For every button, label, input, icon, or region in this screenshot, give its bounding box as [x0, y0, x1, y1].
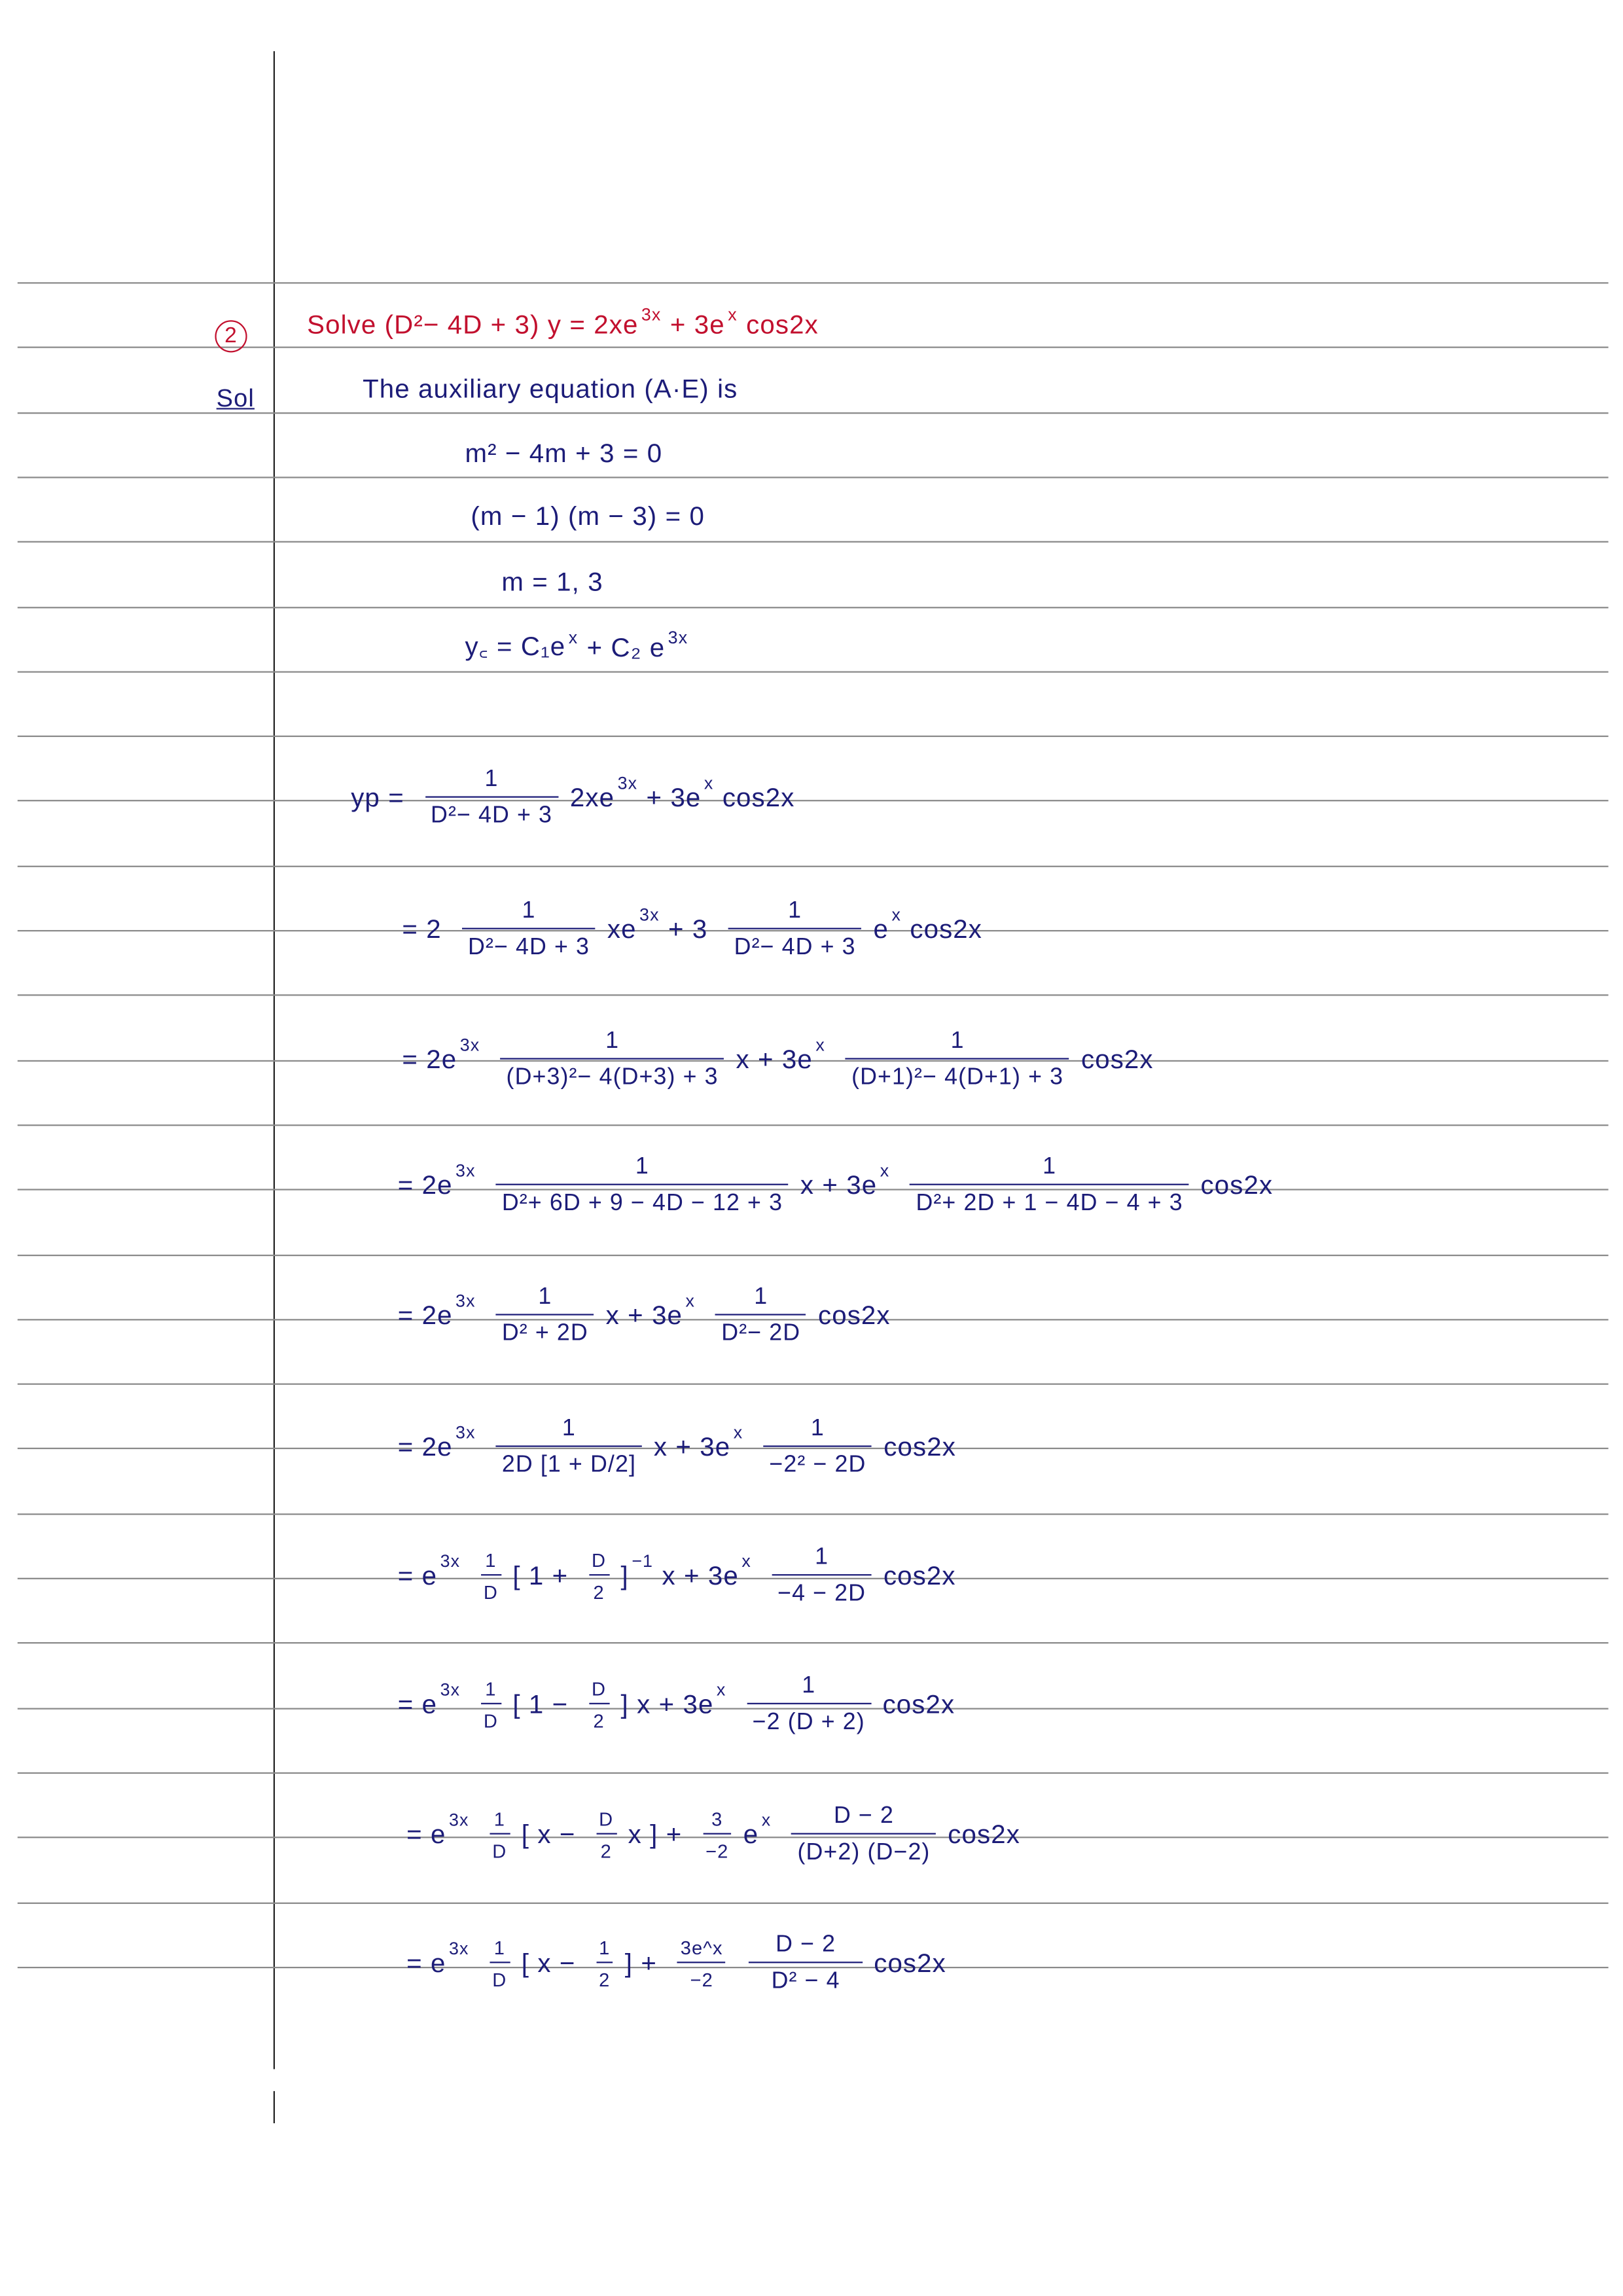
fraction [763, 1416, 872, 1479]
superscript: x [716, 1678, 726, 1700]
fraction [772, 1545, 872, 1607]
expression-text: = e [397, 1561, 438, 1590]
numerator: 3e^x [680, 1937, 723, 1959]
denominator: −2 (D + 2) [752, 1710, 865, 1735]
numerator: 1 [802, 1674, 816, 1699]
superscript: x [880, 1159, 890, 1180]
numerator: 1 [562, 1416, 576, 1441]
ruled-line [18, 412, 1609, 413]
numerator: 3 [711, 1808, 723, 1831]
superscript: x [733, 1421, 743, 1442]
expression-text: cos2x [818, 1300, 891, 1331]
numerator: 1 [493, 1937, 505, 1959]
numerator: 1 [810, 1416, 825, 1441]
expression-text: The auxiliary equation (A·E) is [363, 374, 738, 404]
expression-text: = e [397, 1689, 438, 1719]
fraction [501, 1029, 724, 1092]
expression-text: + C₂ e [586, 633, 666, 663]
expression-text: cos2x [910, 914, 983, 944]
numerator: D [592, 1677, 607, 1700]
expression-text: ] + [624, 1948, 657, 1978]
fraction [792, 1804, 936, 1867]
ruled-line [18, 541, 1609, 543]
margin-line-end [274, 2091, 275, 2123]
denominator: −2² − 2D [769, 1452, 866, 1478]
expression-text: [ 1 − [512, 1689, 569, 1719]
expression-text: cos2x [882, 1689, 955, 1719]
superscript: 3x [448, 1808, 469, 1829]
expression-text: [ x − [521, 1948, 576, 1978]
superscript: 3x [455, 1289, 476, 1310]
superscript: x [741, 1550, 751, 1571]
expression-text: = 2e [397, 1300, 453, 1331]
denominator: D² + 2D [501, 1321, 588, 1346]
expression-text: ] x + 3e [620, 1689, 714, 1719]
problem-statement [307, 304, 827, 341]
ruled-line [18, 671, 1609, 672]
expression-text: + 3 [668, 914, 708, 944]
ruled-line [18, 606, 1609, 607]
denominator: D²− 2D [721, 1321, 801, 1346]
denominator: −2 [705, 1840, 729, 1863]
ruled-line [18, 800, 1609, 802]
denominator: D² − 4 [771, 1969, 840, 1994]
expression-text: x + 3e [605, 1300, 683, 1331]
fraction [715, 1285, 806, 1348]
fraction [703, 1808, 732, 1863]
denominator: D²− 4D + 3 [431, 803, 553, 829]
numerator: 1 [484, 766, 499, 792]
denominator: −2 [690, 1969, 713, 1991]
expression-text: + 3e [646, 783, 702, 813]
solution-step [398, 1416, 965, 1479]
denominator: 2 [593, 1710, 605, 1732]
expression-text: y꜀ = C₁e [465, 632, 566, 661]
fraction [596, 1937, 613, 1991]
fraction [596, 1808, 616, 1863]
ruled-line [18, 1902, 1609, 1903]
expression-text: yp = [351, 783, 404, 813]
expression-text: x + 3e [653, 1432, 731, 1462]
expression-text: cos2x [746, 310, 819, 340]
denominator: 2D [1 + D/2] [501, 1452, 637, 1478]
denominator: (D+3)²− 4(D+3) + 3 [506, 1065, 719, 1090]
fraction [425, 767, 558, 830]
numerator: 1 [485, 1549, 497, 1571]
ruled-line [18, 347, 1609, 348]
denominator: (D+2) (D−2) [797, 1840, 931, 1865]
expression-text: 2xe [569, 783, 615, 813]
numerator: 1 [605, 1028, 620, 1054]
expression-text: (m − 1) (m − 3) = 0 [471, 501, 705, 531]
numerator: 1 [538, 1284, 552, 1310]
solution-step [471, 501, 713, 532]
expression-text: = 2e [397, 1170, 453, 1200]
numerator: 1 [493, 1808, 505, 1831]
numerator: 1 [635, 1154, 649, 1179]
expression-text: cos2x [874, 1948, 946, 1978]
expression-text: e [743, 1820, 759, 1850]
expression-text: = 2e [402, 1045, 457, 1075]
fraction [910, 1155, 1189, 1217]
denominator: D [492, 1840, 507, 1863]
fraction [496, 1155, 789, 1217]
fraction [490, 1808, 510, 1863]
ruled-line [18, 995, 1609, 996]
solution-step [398, 1545, 965, 1607]
superscript: 3x [455, 1421, 476, 1442]
denominator: 2 [600, 1840, 612, 1863]
superscript: 3x [459, 1033, 480, 1054]
fraction [728, 899, 862, 961]
ruled-line [18, 1124, 1609, 1126]
numerator: D − 2 [833, 1803, 894, 1829]
superscript: 3x [639, 903, 660, 925]
numerator: D − 2 [776, 1932, 836, 1958]
expression-text: xe [607, 914, 637, 944]
expression-text: [ 1 + [512, 1561, 569, 1590]
ruled-line [18, 1513, 1609, 1515]
ruled-line [18, 1384, 1609, 1385]
numerator: 1 [599, 1937, 611, 1959]
ruled-line [18, 865, 1609, 867]
fraction [480, 1678, 501, 1732]
solution-step [406, 1804, 1029, 1867]
numerator: 1 [788, 898, 802, 924]
solution-step [398, 1285, 899, 1348]
expression-text: Solve (D²− 4D + 3) y = 2xe [307, 310, 639, 340]
superscript: x [704, 772, 714, 793]
numerator: 1 [815, 1545, 829, 1570]
question-number-circle: 2 [215, 320, 247, 352]
denominator: 2 [599, 1969, 611, 1991]
ruled-line [18, 1772, 1609, 1774]
ruled-line [18, 1643, 1609, 1644]
solution-step [351, 767, 804, 830]
fraction [747, 1674, 871, 1736]
fraction [496, 1285, 594, 1348]
expression-text: + 3e [669, 310, 725, 340]
expression-text: = e [406, 1948, 446, 1978]
superscript: 3x [455, 1159, 476, 1180]
numerator: 1 [754, 1284, 768, 1310]
solution-step [398, 1674, 964, 1736]
numerator: 1 [950, 1028, 965, 1054]
denominator: D [492, 1969, 507, 1991]
denominator: (D+1)²− 4(D+1) + 3 [851, 1065, 1064, 1090]
fraction [462, 899, 596, 961]
denominator: D²− 4D + 3 [468, 935, 590, 960]
superscript: 3x [448, 1937, 469, 1958]
expression-text: = e [406, 1820, 446, 1850]
solution-step [402, 1029, 1162, 1092]
superscript: 3x [668, 627, 688, 648]
expression-text: cos2x [883, 1432, 956, 1462]
expression-text: = 2 [402, 914, 442, 944]
solution-step [501, 567, 612, 598]
expression-text: cos2x [1200, 1170, 1274, 1200]
solution-step [465, 629, 696, 664]
ruled-line [18, 476, 1609, 478]
superscript: x [891, 903, 901, 925]
ruled-line [18, 736, 1609, 737]
question-number [215, 320, 247, 352]
denominator: 2 [593, 1581, 605, 1604]
expression-text: cos2x [883, 1561, 956, 1590]
fraction [490, 1937, 510, 1991]
expression-text: cos2x [1080, 1045, 1154, 1075]
fraction [589, 1549, 609, 1604]
superscript: 3x [641, 304, 662, 325]
superscript: 3x [617, 772, 638, 793]
denominator: D²+ 2D + 1 − 4D − 4 + 3 [916, 1191, 1183, 1216]
fraction [677, 1937, 726, 1991]
denominator: D²+ 6D + 9 − 4D − 12 + 3 [501, 1191, 783, 1216]
superscript: x [568, 627, 579, 648]
expression-text: x + 3e [662, 1561, 739, 1590]
fraction [589, 1678, 609, 1732]
expression-text: m = 1, 3 [501, 567, 603, 597]
expression-text: e [873, 914, 889, 944]
superscript: 3x [440, 1550, 461, 1571]
solution-step [465, 439, 671, 469]
numerator: D [592, 1549, 607, 1571]
fraction [749, 1932, 862, 1995]
ruled-line [18, 282, 1609, 283]
numerator: D [599, 1808, 614, 1831]
denominator: D [483, 1581, 498, 1604]
numerator: 1 [485, 1677, 497, 1700]
expression-text: [ x − [521, 1820, 576, 1850]
expression-text: cos2x [948, 1820, 1020, 1850]
expression-text: m² − 4m + 3 = 0 [465, 439, 663, 468]
superscript: x [815, 1033, 825, 1054]
superscript: x [685, 1289, 696, 1310]
expression-text: ] [620, 1561, 629, 1590]
superscript: 3x [440, 1678, 461, 1700]
expression-text: x + 3e [736, 1045, 813, 1075]
denominator: D [483, 1710, 498, 1732]
denominator: −4 − 2D [777, 1581, 866, 1607]
solution-step [363, 374, 747, 405]
denominator: D²− 4D + 3 [734, 935, 856, 960]
superscript: −1 [632, 1550, 654, 1571]
expression-text: = 2e [397, 1432, 453, 1462]
solution-step [398, 1155, 1282, 1217]
solution-step [402, 899, 991, 961]
expression-text: cos2x [722, 783, 795, 813]
superscript: x [728, 304, 738, 325]
solution-step [406, 1932, 955, 1995]
fraction [496, 1416, 642, 1479]
sol-label: Sol [216, 384, 255, 413]
fraction [846, 1029, 1069, 1092]
expression-text: x ] + [628, 1820, 683, 1850]
numerator: 1 [1043, 1154, 1057, 1179]
fraction [480, 1549, 501, 1604]
numerator: 1 [522, 898, 536, 924]
superscript: x [761, 1808, 772, 1829]
expression-text: x + 3e [800, 1170, 878, 1200]
ruled-line [18, 1254, 1609, 1255]
